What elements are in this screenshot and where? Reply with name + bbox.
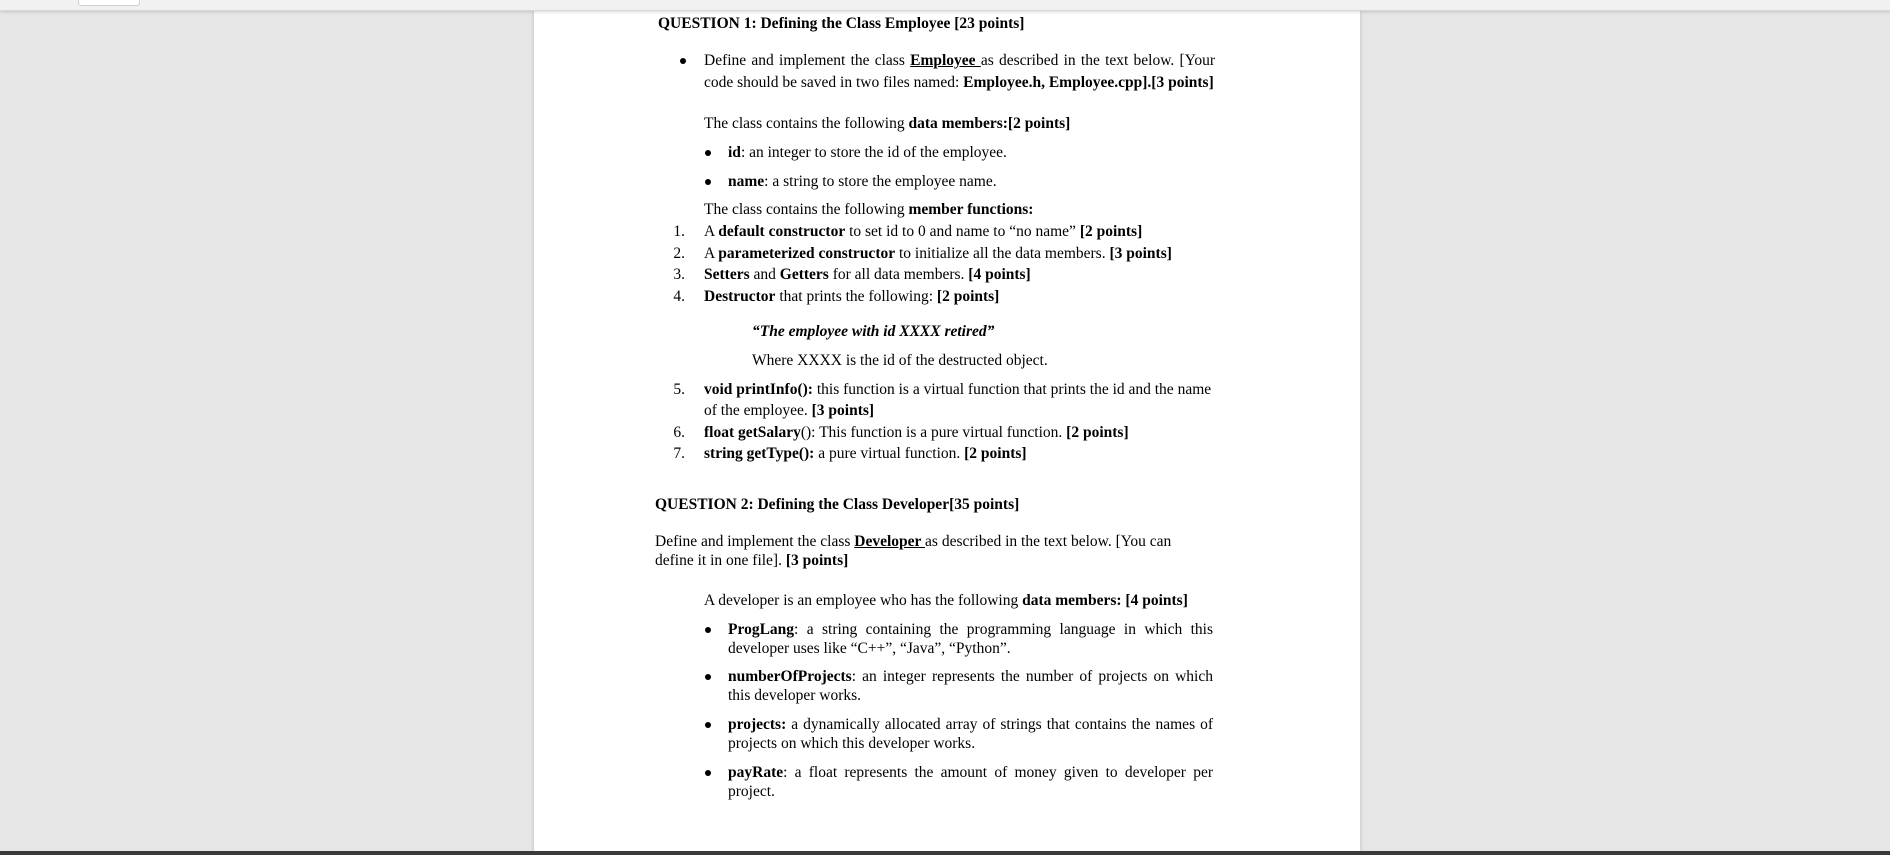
q1-files-label: code should be saved in two files named: — [704, 74, 964, 91]
q1-mf-points: [2 points] — [936, 288, 1000, 305]
q1-mf-points: [3 points] — [811, 402, 875, 419]
q1-mf-label: member functions: — [908, 201, 1034, 218]
viewer-toolbar — [0, 0, 1890, 11]
list-number: 2. — [673, 245, 685, 262]
q1-mf-desc: that prints the following: — [775, 288, 937, 305]
q2-dm-item-cont: projects on which this developer works. — [728, 735, 976, 752]
q2-dm-heading — [704, 591, 1188, 611]
bullet-icon — [705, 770, 711, 776]
q1-mf-desc: a pure virtual function. — [814, 445, 965, 462]
q1-mf-desc: to initialize all the data members. — [895, 245, 1110, 262]
q1-dm-item — [728, 143, 1007, 163]
q1-mf-points: [3 points] — [1109, 245, 1172, 262]
q1-intro-line2 — [704, 73, 1214, 93]
q1-mf-item — [704, 380, 1211, 400]
q1-mf-name: Setters — [704, 266, 750, 283]
bullet-icon — [705, 150, 711, 156]
list-number: 4. — [673, 288, 685, 305]
q1-dm-desc: : an integer to store the id of the employee. — [740, 144, 1007, 161]
q1-mf-name: string getType(): — [704, 445, 815, 462]
q1-intro-text: Define and implement the class — [704, 52, 911, 69]
q1-files: Employee.h, Employee.cpp] — [963, 74, 1148, 91]
q2-class-name: Developer — [854, 533, 926, 550]
q2-title: QUESTION 2: Defining the Class Developer[35 points] — [655, 496, 1020, 513]
q2-dm-name: numberOfProjects — [728, 668, 852, 685]
bullet-icon — [705, 722, 711, 728]
q1-intro-line1 — [704, 51, 1215, 71]
q1-mf-points: [2 points] — [1066, 424, 1129, 441]
q1-mf-name: default constructor — [718, 223, 846, 240]
q2-dm-item-cont: project. — [728, 783, 775, 800]
q1-mf-item-cont — [704, 401, 874, 421]
bullet-icon — [705, 627, 711, 633]
q1-title: QUESTION 1: Defining the Class Employee [23 points] — [658, 15, 1025, 32]
q2-dm-desc: : a float represents the amount of money given to developer per — [783, 764, 1213, 781]
q2-dm-desc: a dynamically allocated array of strings that contains the names of — [786, 716, 1213, 733]
q1-mf-item — [704, 287, 999, 307]
q2-intro-text: Define and implement the class — [655, 533, 855, 550]
q1-mf-desc: (): This function is a pure virtual function. — [800, 424, 1067, 441]
q1-mf-desc: this function is a virtual function that prints the id and the name — [812, 381, 1212, 398]
q1-mf-item — [704, 265, 1031, 285]
q2-dm-item — [728, 763, 1213, 783]
q2-dm-name: projects: — [728, 716, 787, 733]
bottom-border — [0, 851, 1890, 855]
q1-mf-desc: and — [749, 266, 780, 283]
list-number: 5. — [673, 381, 685, 398]
list-number: 7. — [673, 445, 685, 462]
q1-dm-text: The class contains the following — [704, 115, 909, 132]
q1-mf-text: The class contains the following — [704, 201, 909, 218]
document-page — [534, 10, 1360, 855]
q1-mf-item — [704, 222, 1142, 242]
q1-mf-item — [704, 244, 1172, 264]
q1-dm-name: name — [728, 173, 765, 190]
q1-mf-name: float getSalary — [704, 424, 801, 441]
q2-dm-desc: : an integer represents the number of projects on which — [851, 668, 1213, 685]
list-number: 1. — [673, 223, 685, 240]
q1-mf-text: A — [704, 223, 719, 240]
q2-dm-item-cont: this developer works. — [728, 687, 862, 704]
q1-mf-points: [4 points] — [968, 266, 1031, 283]
q2-intro-line2 — [655, 551, 848, 571]
q1-class-name: Employee — [910, 52, 981, 69]
bullet-icon — [705, 179, 711, 185]
q1-dm-name: id — [728, 144, 741, 161]
q2-dm-item — [728, 715, 1213, 735]
q1-intro-points: .[3 points] — [1147, 74, 1214, 91]
q1-dm-desc: : a string to store the employee name. — [764, 173, 997, 190]
bullet-icon — [680, 58, 686, 64]
list-number: 6. — [673, 424, 685, 441]
q1-mf-name: void printInfo(): — [704, 381, 813, 398]
q1-mf-points: [2 points] — [964, 445, 1027, 462]
q1-dm-item — [728, 172, 997, 192]
q1-dm-heading — [704, 114, 1070, 134]
q1-intro-text-2: as described in the text below. [Your — [980, 52, 1216, 69]
q2-dm-item-cont: developer uses like “C++”, “Java”, “Python”. — [728, 640, 1011, 657]
q2-intro-line1 — [655, 532, 1171, 552]
q1-mf-name-2: Getters — [779, 266, 829, 283]
toolbar-tab[interactable] — [78, 0, 140, 6]
q2-dm-name: payRate — [728, 764, 784, 781]
destructor-note: Where XXXX is the id of the destructed object. — [752, 352, 1048, 369]
q1-mf-text: A — [704, 245, 719, 262]
q2-intro-points: [3 points] — [785, 552, 849, 569]
q1-mf-desc-2: for all data members. — [828, 266, 969, 283]
q2-dm-item — [728, 620, 1213, 640]
q1-mf-item — [704, 444, 1027, 464]
q1-mf-heading — [704, 200, 1033, 220]
list-number: 3. — [673, 266, 685, 283]
q2-intro-text-2: as described in the text below. [You can — [925, 533, 1172, 550]
q2-dm-text: A developer is an employee who has the following — [704, 592, 1023, 609]
bullet-icon — [705, 674, 711, 680]
q1-mf-name: parameterized constructor — [718, 245, 896, 262]
destructor-message: “The employee with id XXXX retired” — [752, 323, 995, 340]
q1-mf-item — [704, 423, 1129, 443]
q2-dm-name: ProgLang — [728, 621, 795, 638]
q2-dm-desc: : a string containing the programming language in which this — [794, 621, 1213, 638]
q1-mf-desc: to set id to 0 and name to “no name” — [845, 223, 1080, 240]
q2-dm-points: : [4 points] — [1116, 592, 1188, 609]
q1-mf-name: Destructor — [704, 288, 776, 305]
q1-mf-points: [2 points] — [1079, 223, 1143, 240]
q1-dm-points: data members:[2 points] — [908, 115, 1071, 132]
q1-mf-desc-2: of the employee. — [704, 402, 812, 419]
q2-intro-text-3: define it in one file]. — [655, 552, 786, 569]
q2-dm-item — [728, 667, 1213, 687]
q2-dm-label: data members — [1022, 592, 1117, 609]
